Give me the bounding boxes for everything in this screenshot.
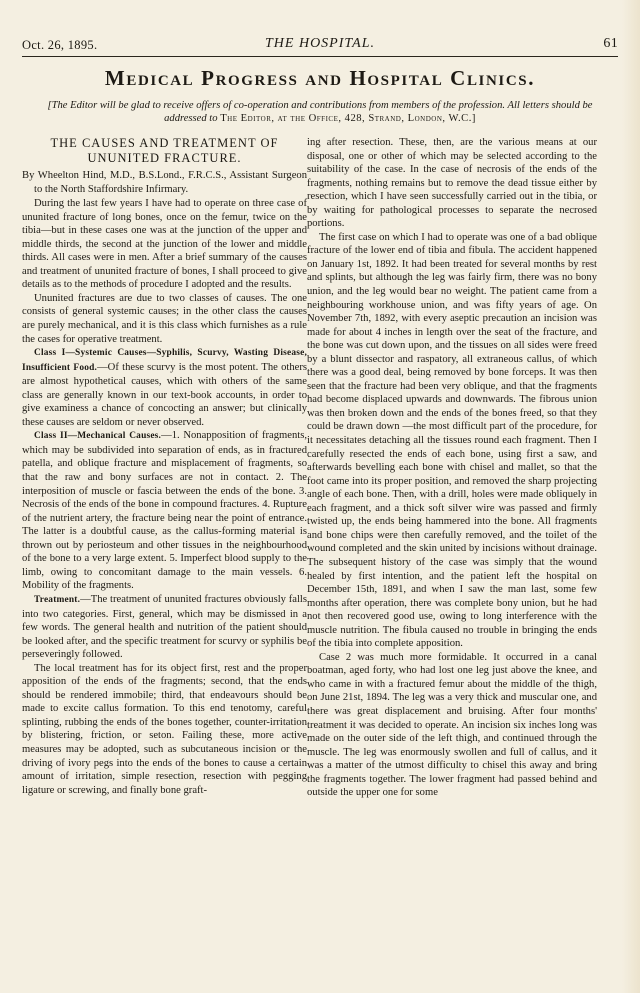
header-rule xyxy=(22,56,618,57)
paragraph-case-two: Case 2 was much more formidable. It occurred in a canal boatman, aged forty, who had lost one leg just above the knee, and who came in with a fractured femur about the middle of the thigh, on June 21st, 1894. The leg was a very thick and muscular one, and there was great displacement and bruising. After four months' treatment it was decided to operate. An incision six inches long was made on the outer side of the left thigh, and continued through the muscle. The leg was enormously swollen and full of callus, and it was a matter of the utmost difficulty to chisel this away and bring the fragments together. The lower fragment had passed behind and outside the upper one for some xyxy=(307,651,597,799)
paragraph: The local treatment has for its object first, rest and the proper apposition of the ends of the fragments; second, that the ends should be rendered immobile; third, that endeavours should be made to excite callus formation. To this end tenotomy, careful splinting, rubbing the ends of the bones together, counter-irritation by blistering, friction, or seton. Failing these, more active measures may be adopted, such as subcutaneous incision or the driving of ivory pegs into the ends of the bones to cause a certain amount of irritation, simple resection, resection with pegging ligature or screwing, and finally bone graft- xyxy=(22,662,307,796)
running-head xyxy=(22,34,618,54)
paragraph: ing after resection. These, then, are the various means at our disposal, one or other of which may be selected according to the suitability of the case. In the case of necrosis of the ends of the fragments, nothing remains but to remove the dead tissue either by resection, which I have seen successfully carried out in the tibia, or by waiting for pathological processes to separate the necrosed portions. xyxy=(307,137,597,230)
editor-address: The Editor, at the Office, 428, Strand, London, W.C.] xyxy=(220,113,476,124)
class-two-heading: Class II—Mechanical Causes. xyxy=(34,431,162,442)
paragraph: Ununited fractures are due to two classes of causes. The one consists of general systemic causes; in the other class the causes are purely mechanical, and it is this class which furnishes as a rule the cases for operative treatment. xyxy=(22,292,307,345)
treatment-text: —The treatment of ununited fractures obviously falls into two categories. First, general, which may be dismissed in a few words. The general health and nutrition of the patient should be looked after, and the specific treatment for scurvy or syphilis be perseveringly followed. xyxy=(22,593,307,661)
section-title: Medical Progress and Hospital Clinics. xyxy=(104,66,536,90)
paragraph-class-two xyxy=(22,429,307,593)
class-one-heading: Class I—Systemic Causes—Syphilis, Scurvy, Wasting Disease, Insufficient Food. xyxy=(22,348,307,373)
treatment-heading: Treatment. xyxy=(34,594,81,605)
paragraph-case-one: The first case on which I had to operate was one of a bad oblique fracture of the lower end of tibia and fibula. The accident happened on January 1st, 1892. It had been treated for several months by rest and splints, but although the leg was fairly firm, there was no bony union, and the leg would bear no weight. The patient came from a neighbouring workhouse union, and was fifty years of age. On November 7th, 1892, with every aseptic precaution an incision was made for about 4 inches in length over the seat of the fracture, and the bone was cut down upon, and the tissues on all sides were freed by a blunt dissector and raspatory, all extraneous callus, of which there was a good deal, being removed by bone forceps. It was then seen that the fracture had been very oblique, and that the fragments had become displaced upwards and downwards. The fibrous union was then broken down and the ends of the bones freed, so that they could be drawn down —the most difficult part of the procedure, for it necessitates detaching all the tissues round each fragment. Then I carefully resected the ends of each bone, using first a saw, and afterwards bevelling each bone with chisel and mallet, so that the foot came into its proper position, and removed the sharp projecting angle of each bone. Then, with a drill, holes were made obliquely in each fragment, and a thick soft silver wire was passed and firmly twisted up, the ends being hammered into the bone. All fragments and bone chips were then carefully removed, and the toilet of the wound completed and the skin united by incisions without drainage. The subsequent history of the case was simply that the wound healed by first intention, and the patient left the hospital on December 15th, 1891, and when I saw the man last, some few months after operation, there was complete bony union, but he had not then recovered good use, owing to long interference with the muscle nutrition. The fibula caused no trouble in bringing the ends of the tibia into complete apposition. xyxy=(307,231,597,650)
editor-note xyxy=(28,99,612,125)
paragraph-treatment xyxy=(22,593,307,662)
journal-title: THE HOSPITAL. xyxy=(265,36,375,51)
issue-date: Oct. 26, 1895. xyxy=(22,38,98,52)
paragraph-class-one xyxy=(22,346,307,429)
article-byline: By Wheelton Hind, M.D., B.S.Lond., F.R.C.S., Assistant Surgeon to the North Staffordshire Infirmary. xyxy=(22,170,307,195)
paragraph: During the last few years I have had to operate on three case of ununited fracture of long bones, once on the femur, twice on the tibia—but in these cases one was at the junction of the upper and middle thirds, the second at the junction of the lower and middle thirds. All cases were in men. After a brief summary of the causes and treatment of ununited fracture of bones, I shall proceed to give details as to the methods of procedure I adopted and the results. xyxy=(22,198,307,291)
page-edge-shadow xyxy=(622,0,640,993)
class-one-text: —Of these scurvy is the most potent. The others are almost hypothetical causes, which with others of the same class are generally known in our text-book accounts, in order to give examiness a chance of concocting an answer; but clinically these causes are seldom or never observed. xyxy=(22,361,307,428)
editor-note-text: [The Editor will be glad to receive offers of co-operation and contributions from members of the profession. All letters should be addressed to xyxy=(47,100,593,124)
column-left xyxy=(22,136,307,797)
class-two-text: —1. Nonapposition of fragments, which may be subdivided into separation of ends, as in fractured patella, and oblique fracture and misplacement of fragments, so that the raw and bony surfaces are not in contact. 2. The interposition of muscle or fascia between the ends of the bone. 3. Necrosis of the ends of the bone in compound fractures. 4. Rupture of the nutrient artery, the fracture being near the point of entrance. The latter is a doubtful cause, as the callus-forming material is thrown out by periosteum and other tissues in the neighbourhood of the bone to a very large extent. 5. Imperfect blood supply to the limb, owing to concomitant damage to the main vessels. 6. Mobility of the fragments. xyxy=(22,430,308,592)
page-number: 61 xyxy=(603,36,618,51)
column-right xyxy=(307,136,597,800)
article-title: THE CAUSES AND TREATMENT OF UNUNITED FRACTURE. xyxy=(50,136,279,165)
